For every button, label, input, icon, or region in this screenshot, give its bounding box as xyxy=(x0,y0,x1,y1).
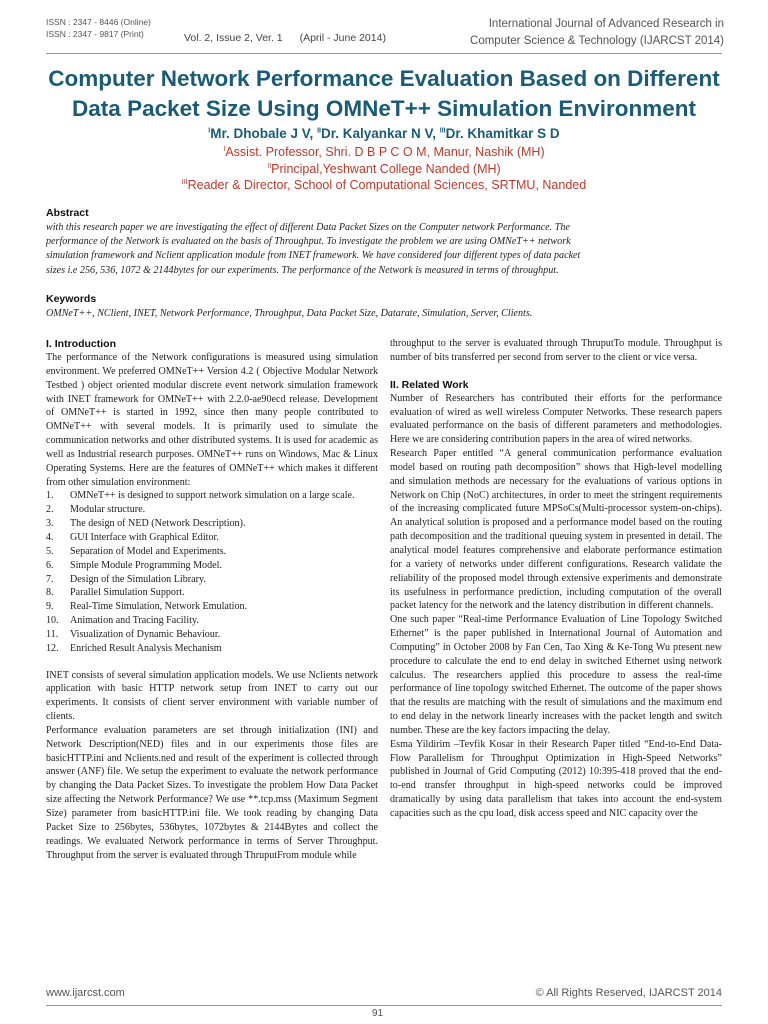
introduction-heading: I. Introduction xyxy=(46,338,116,350)
related-paragraph-1: Number of Researchers has contributed their efforts for the performance evaluation of wired as well wireless Computer Networks. These research papers evaluated performance on the basis of different parameters and methodologies. Here we are considering contribution papers in the area of wired networks. xyxy=(390,392,722,446)
evaluation-paragraph: Performance evaluation parameters are set through initialization (INI) and Network Description(NED) files and in our experiments those files are basicHTTP.ini and Nclients.ned and result of the experiment is collected through answer (ANF) file. We setup the experiment to evaluate the network performance by changing the Data Packet Sizes. To investigate the problem How Data Packet size affecting the Network Performance? We use **.tcp.mss (Maximum Segment Size) parameter from basicHTTP.ini file. We took reading by changing Data Packet Size to 256bytes, 536bytes, 1072bytes & 2144Bytes and collect the readings. We evaluated Network performance in terms of Server Throughput. Throughput from the server is evaluated through ThruputFrom module while xyxy=(46,724,378,861)
footer-website: www.ijarcst.com xyxy=(46,987,125,999)
list-item: 5. Separation of Model and Experiments. xyxy=(46,545,227,557)
intro-paragraph: The performance of the Network configurations is measured using simulation environment. We preferred OMNeT++ Version 4.2 ( Objective Modular Network Testbed ) object oriented modular discrete event network simulation framework with INET framework for OMNeT++ with 2.2.0-ae90ecd release. Development of OMNeT++ is started in 1992, since then many people contributed to OMNeT++ with several models. It is primarily used to simulate the communication networks and other distributed systems. It is used for academic as well as Industrial research purposes. OMNeT++ runs on Windows, Mac & Linux Operating Systems. Here are the features of OMNeT++ which makes it different from other simulation environment: xyxy=(46,352,378,488)
abstract-line: with this research paper we are investigating the effect of different Data Packet Sizes on the Computer network Performance. The xyxy=(46,222,570,233)
authors xyxy=(40,126,728,141)
affiliation-1: $^I$Assist. Professor, Shri. D B P C O M, Manur, Nashik (MH) xyxy=(223,145,545,159)
journal-line-1: International Journal of Advanced Research in xyxy=(488,18,724,30)
right-column xyxy=(390,337,722,821)
author-3: $^{III}$Dr. Khamitkar S D xyxy=(439,126,560,141)
volume: Vol. 2, Issue 2, Ver. 1 xyxy=(184,32,283,44)
list-item: 7. Design of the Simulation Library. xyxy=(46,573,206,585)
related-work-heading: II. Related Work xyxy=(390,378,469,391)
inet-paragraph: INET consists of several simulation application models. We use Nclients network application with basic HTTP network setup from INET to carry out our experiments. It consists of client server environment with variable number of clients. xyxy=(46,669,378,723)
feature-list xyxy=(46,489,378,655)
footer-copyright: © All Rights Reserved, IJARCST 2014 xyxy=(535,987,722,999)
author-1: $^I$Mr. Dhobale J V, xyxy=(208,126,314,141)
page-number: 91 xyxy=(372,1008,384,1019)
abstract-line: simulation framework and Nclient application module from INET framework. We have considered four different types of data packet xyxy=(46,250,581,262)
header-rule xyxy=(46,53,722,54)
related-paragraph-3: One such paper “Real-time Performance Evaluation of Line Topology Switched Ethernet” is the paper published in International Journal of Automation and Computing” in October 2008 by Fan Cen, Tao Xing & Ke-Tong Wu present new procedure to calculate the end to end delay in switched Ethernet using network calculus. The researchers applied this procedure to assess the real-time performance of line topology switched Ethernet. The outcome of the paper shows that the results are matching with the result of simulations and the maximum end to end delay in the network linearly increases with the packet length and switch number. These are the key factors impacting the delay. xyxy=(390,614,722,736)
list-item: 2. Modular structure. xyxy=(46,504,146,516)
list-item: 4. GUI Interface with Graphical Editor. xyxy=(46,531,219,543)
list-item: 10. Animation and Tracing Facility. xyxy=(46,615,199,627)
volume-info xyxy=(184,32,400,44)
related-paragraph-2: Research Paper entitled “A general communication performance evaluation model based on routing path decomposition” shows that High-level modelling and simulation methods are necessary for the evaluations of various options in Network on Chip (NoC) architectures, in order to meet the stringent requirements of the increasing complicated future MPSoCs(Multi-processor system-on-chips). An analytical solution is proposed and a performance model based on the routing path decomposition and the traditional queuing system in presented in detail. The analytical model features comprehensive and elaborate performance estimation for a variety of networks under different configurations. Research validate the reliability of the proposed model through extensive experiments and demonstrate its usefulness in performance prediction, including computation of the overall packet latency for the network and the latency distribution in different channels. xyxy=(390,448,722,612)
issn-online: ISSN : 2347 - 8446 (Online) xyxy=(46,17,151,27)
left-column xyxy=(46,337,378,862)
list-item: 11. Visualization of Dynamic Behaviour. xyxy=(46,628,221,640)
paper-title xyxy=(40,64,728,124)
continued-paragraph: throughput to the server is evaluated through ThruputTo module. Throughput is number of bits transferred per second from server to the client or vice versa. xyxy=(390,338,722,363)
list-item: 9. Real-Time Simulation, Network Emulation. xyxy=(46,601,248,613)
related-paragraph-4: Esma Yildirim –Tevfik Kosar in their Research Paper titled “End-to-End Data-Flow Parallelism for Throughput Optimization in High-Speed Networks” published in Journal of Grid Computing (2012) 10:395-418 proved that the end-to-end transfer throughput in high-speed networks could be improved dramatically by using data parallelism that takes into account the end-system capacities such as the cpu load, disk access speed and NIC capacity over the xyxy=(390,738,722,819)
abstract-body xyxy=(46,221,722,278)
journal-name xyxy=(424,16,724,50)
abstract-line: performance of the Network is evaluated on the basis of Throughput. To investigate the problem we are using OMNeT++ network xyxy=(46,236,571,248)
abstract-line: sizes i.e 256, 536, 1072 & 2144bytes for our experiments. The performance of the Network is measured in terms of throughput. xyxy=(46,264,559,276)
keywords-heading: Keywords xyxy=(46,293,97,305)
list-item: 3. The design of NED (Network Description). xyxy=(46,518,246,530)
affiliation-3: $^{III}$Reader & Director, School of Computational Sciences, SRTMU, Nanded xyxy=(181,178,587,192)
title-line-2: Data Packet Size Using OMNeT++ Simulation Environment xyxy=(72,96,696,121)
journal-line-2: Computer Science & Technology (IJARCST 2014) xyxy=(470,35,724,47)
period: (April - June 2014) xyxy=(299,32,386,44)
list-item: 6. Simple Module Programming Model. xyxy=(46,559,222,571)
author-2: $^{II}$Dr. Kalyankar N V, xyxy=(317,126,437,141)
issn-print: ISSN : 2347 - 9817 (Print) xyxy=(46,29,144,39)
affiliation-2: $^{II}$Principal,Yeshwant College Nanded (MH) xyxy=(267,162,501,176)
list-item: 8. Parallel Simulation Support. xyxy=(46,587,185,599)
title-line-1: Computer Network Performance Evaluation Based on Different xyxy=(48,66,720,91)
keywords-body: OMNeT++, NClient, INET, Network Performance, Throughput, Data Packet Size, Datarate, Simulation, Server, Clients. xyxy=(46,308,533,319)
list-item: 1. OMNeT++ is designed to support network simulation on a large scale. xyxy=(46,490,355,502)
list-item: 12. Enriched Result Analysis Mechanism xyxy=(46,642,222,654)
footer-rule xyxy=(46,1005,722,1006)
abstract-heading: Abstract xyxy=(46,207,89,219)
